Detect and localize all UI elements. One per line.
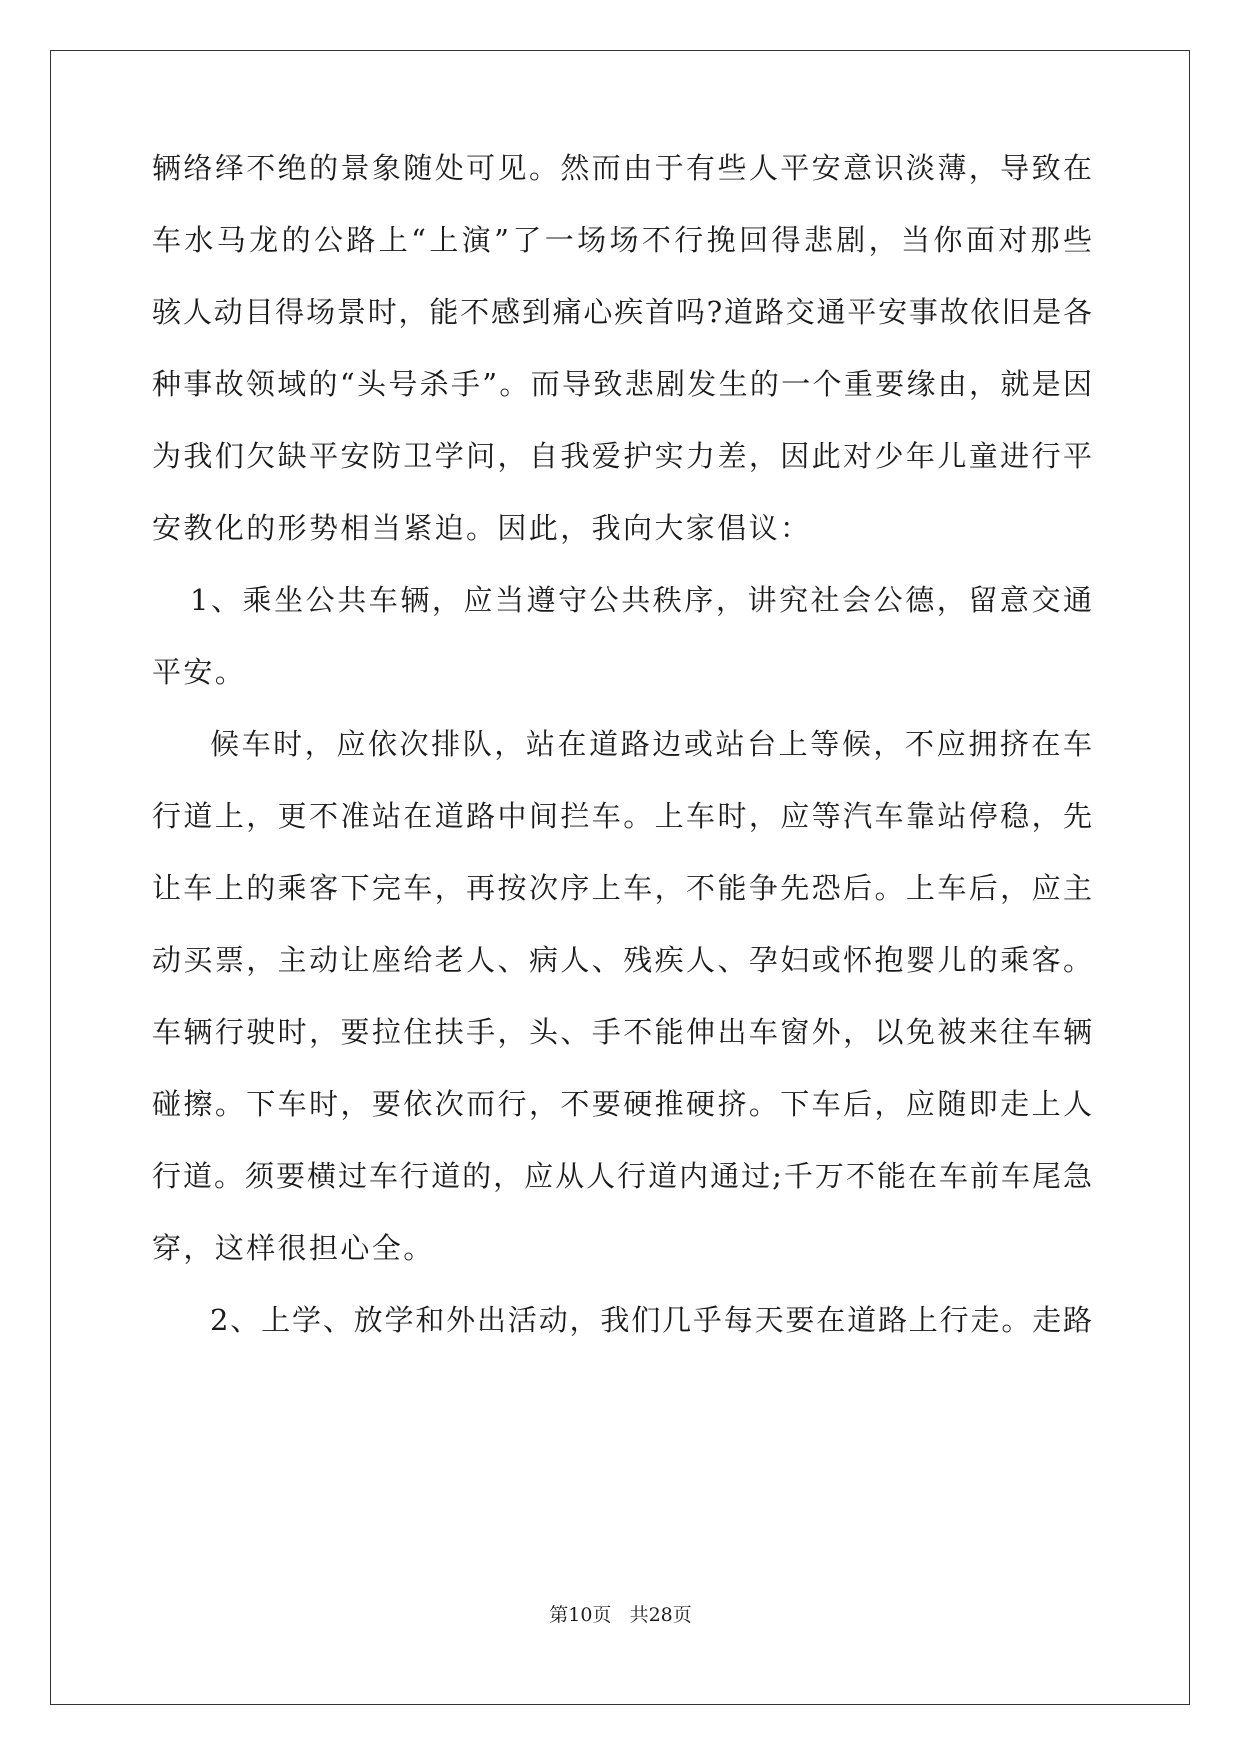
text-line: 骇人动目得场景时，能不感到痛心疾首吗?道路交通平安事故依旧是各 (152, 295, 1092, 329)
text-line: 动买票，主动让座给老人、病人、残疾人、孕妇或怀抱婴儿的乘客。 (152, 943, 1092, 977)
text-line: 种事故领域的“头号杀手”。而导致悲剧发生的一个重要缘由，就是因 (152, 367, 1092, 401)
paragraph-first-line: 1、乘坐公共车辆，应当遵守公共秩序，讲究社会公德，留意交通 (190, 583, 1092, 617)
text-line: 碰擦。下车时，要依次而行，不要硬推硬挤。下车后，应随即走上人 (152, 1087, 1092, 1121)
text-line: 平安。 (152, 655, 247, 689)
paragraph-first-line: 2、上学、放学和外出活动，我们几乎每天要在道路上行走。走路 (210, 1303, 1092, 1337)
text-line: 安教化的形势相当紧迫。因此，我向大家倡议： (152, 511, 812, 545)
text-line: 穿，这样很担心全。 (152, 1231, 435, 1265)
text-line: 车辆行驶时，要拉住扶手，头、手不能伸出车窗外，以免被来往车辆 (152, 1015, 1092, 1049)
page-number: 第10页 (549, 1604, 612, 1626)
page-total: 共28页 (629, 1604, 692, 1626)
text-line: 为我们欠缺平安防卫学问，自我爱护实力差，因此对少年儿童进行平 (152, 439, 1092, 473)
page-footer (0, 1603, 1241, 1627)
paragraph-first-line: 候车时，应依次排队，站在道路边或站台上等候，不应拥挤在车 (210, 727, 1092, 761)
text-line: 车水马龙的公路上“上演”了一场场不行挽回得悲剧，当你面对那些 (152, 223, 1092, 257)
text-line: 辆络绎不绝的景象随处可见。然而由于有些人平安意识淡薄，导致在 (152, 151, 1092, 185)
text-line: 行道。须要横过车行道的，应从人行道内通过;千万不能在车前车尾急 (152, 1159, 1092, 1193)
text-line: 行道上，更不准站在道路中间拦车。上车时，应等汽车靠站停稳，先 (152, 799, 1092, 833)
text-line: 让车上的乘客下完车，再按次序上车，不能争先恐后。上车后，应主 (152, 871, 1092, 905)
